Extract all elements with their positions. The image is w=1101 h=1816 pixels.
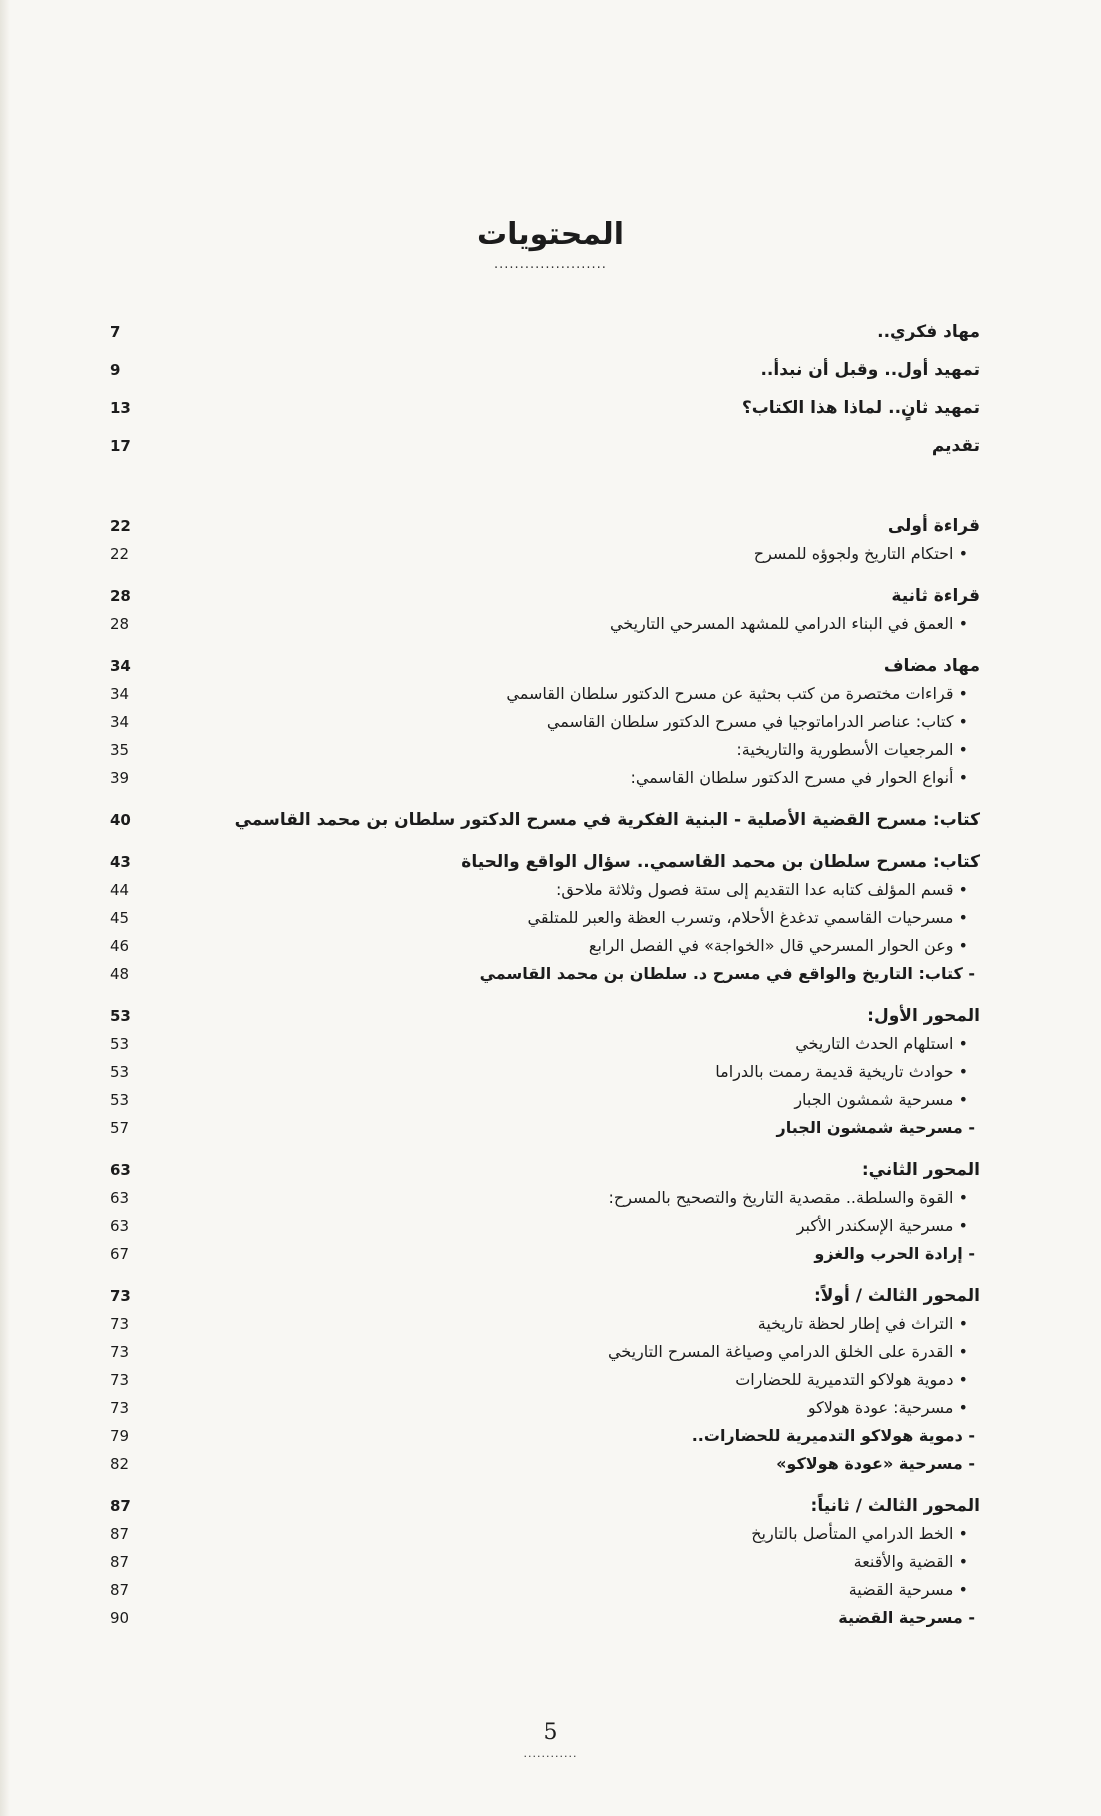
toc-entry-text: • الخط الدرامي المتأصل بالتاريخ: [751, 1524, 968, 1543]
toc-page-number: 53: [110, 1035, 130, 1053]
toc-entry-text: • قسم المؤلف كتابه عدا التقديم إلى ستة فصول وثلاثة ملاحق:: [555, 880, 968, 899]
toc-bullet-item: [110, 1030, 980, 1058]
toc-heading: [110, 806, 980, 834]
title-dotted-rule: ......................: [494, 257, 607, 272]
toc-entry-text: مهاد فكري..: [877, 322, 980, 342]
toc-entry-text: المحور الثالث / أولاً:: [813, 1286, 980, 1306]
toc-entry-text: - مسرحية القضية: [838, 1608, 975, 1627]
toc-entry-text: • مسرحيات القاسمي تدغدغ الأحلام، وتسرب العظة والعبر للمتلقي: [527, 908, 968, 927]
toc-bullet-item: [110, 708, 980, 736]
page-title: المحتويات: [476, 217, 624, 252]
toc-bullet-item: [110, 1212, 980, 1240]
toc-bullet-item: [110, 904, 980, 932]
toc-bullet-item: [110, 1394, 980, 1422]
toc-entry-text: • حوادث تاريخية قديمة رممت بالدراما: [715, 1062, 968, 1081]
toc-heading: [110, 394, 980, 422]
toc-heading: [110, 1282, 980, 1310]
toc-entry-text: قراءة أولى: [887, 516, 980, 536]
toc-page-number: 28: [110, 587, 131, 605]
toc-page-number: 45: [110, 909, 130, 927]
toc-page-number: 35: [110, 741, 130, 759]
toc-bullet-item: [110, 1520, 980, 1548]
toc-heading: [110, 432, 980, 460]
toc-page-number: 63: [110, 1217, 130, 1235]
toc-dash-item: [110, 1604, 980, 1632]
page-edge-shadow: [0, 0, 10, 1816]
toc-entry-text: مهاد مضاف: [883, 656, 980, 676]
toc-entry-text: • وعن الحوار المسرحي قال «الخواجة» في الفصل الرابع: [588, 936, 968, 955]
toc-heading: [110, 356, 980, 384]
toc-page-number: 87: [110, 1497, 131, 1515]
toc-bullet-item: [110, 1576, 980, 1604]
toc-page-number: 22: [110, 517, 131, 535]
toc-entry-text: • مسرحية القضية: [848, 1580, 968, 1599]
toc-bullet-item: [110, 1058, 980, 1086]
toc-page-number: 73: [110, 1399, 130, 1417]
toc-bullet-item: [110, 680, 980, 708]
toc-page-number: 22: [110, 545, 130, 563]
toc-entry-text: • قراءات مختصرة من كتب بحثية عن مسرح الدكتور سلطان القاسمي: [506, 684, 968, 703]
toc-page-number: 87: [110, 1525, 130, 1543]
toc-page-number: 57: [110, 1119, 130, 1137]
toc-page-number: 34: [110, 685, 130, 703]
toc-page-number: 34: [110, 713, 130, 731]
toc-entry-text: المحور الثاني:: [861, 1160, 980, 1180]
toc-page-number: 63: [110, 1189, 130, 1207]
toc-dash-item: [110, 1422, 980, 1450]
toc-entry-text: • دموية هولاكو التدميرية للحضارات: [735, 1370, 968, 1389]
toc-page-number: 9: [110, 361, 121, 379]
toc-page-number: 53: [110, 1063, 130, 1081]
toc-entry-text: - مسرحية شمشون الجبار: [776, 1118, 975, 1137]
toc-bullet-item: [110, 736, 980, 764]
toc-page-number: 87: [110, 1553, 130, 1571]
toc-entry-text: • كتاب: عناصر الدراماتوجيا في مسرح الدكتور سلطان القاسمي: [546, 712, 968, 731]
toc-page-number: 73: [110, 1371, 130, 1389]
toc-entry-text: - مسرحية «عودة هولاكو»: [776, 1454, 975, 1473]
toc-page-number: 39: [110, 769, 130, 787]
toc-page-number: 90: [110, 1609, 130, 1627]
toc-entry-text: • احتكام التاريخ ولجوؤه للمسرح: [753, 544, 968, 563]
toc-list: [110, 318, 980, 1632]
toc-page-number: 28: [110, 615, 130, 633]
toc-bullet-item: [110, 932, 980, 960]
toc-heading: [110, 1156, 980, 1184]
toc-heading: [110, 512, 980, 540]
toc-bullet-item: [110, 764, 980, 792]
toc-entry-text: • التراث في إطار لحظة تاريخية: [757, 1314, 968, 1333]
toc-entry-text: - إرادة الحرب والغزو: [814, 1244, 975, 1263]
toc-entry-text: تمهيد أول.. وقبل أن نبدأ..: [760, 360, 980, 380]
toc-entry-text: • القدرة على الخلق الدرامي وصياغة المسرح التاريخي: [607, 1342, 968, 1361]
toc-entry-text: • القضية والأقنعة: [853, 1552, 968, 1571]
toc-entry-text: • القوة والسلطة.. مقصدية التاريخ والتصحيح بالمسرح:: [608, 1188, 968, 1207]
toc-dash-item: [110, 1450, 980, 1478]
toc-heading: [110, 582, 980, 610]
toc-page-number: 13: [110, 399, 131, 417]
toc-bullet-item: [110, 540, 980, 568]
toc-bullet-item: [110, 1184, 980, 1212]
toc-entry-text: • أنواع الحوار في مسرح الدكتور سلطان القاسمي:: [630, 768, 968, 787]
page-number: 5: [543, 1720, 558, 1745]
page-number-dotted-rule: ............: [523, 1747, 578, 1760]
toc-entry-text: • استلهام الحدث التاريخي: [795, 1034, 968, 1053]
toc-bullet-item: [110, 1338, 980, 1366]
toc-page-number: 73: [110, 1315, 130, 1333]
toc-entry-text: تقديم: [931, 436, 980, 456]
toc-entry-text: - كتاب: التاريخ والواقع في مسرح د. سلطان بن محمد القاسمي: [479, 964, 975, 983]
toc-page-number: 87: [110, 1581, 130, 1599]
toc-heading: [110, 848, 980, 876]
toc-page-number: 73: [110, 1287, 131, 1305]
toc-bullet-item: [110, 610, 980, 638]
toc-dash-item: [110, 1114, 980, 1142]
toc-page-number: 43: [110, 853, 131, 871]
toc-page-number: 73: [110, 1343, 130, 1361]
toc-bullet-item: [110, 1366, 980, 1394]
toc-entry-text: المحور الأول:: [867, 1006, 980, 1026]
toc-entry-text: كتاب: مسرح سلطان بن محمد القاسمي.. سؤال الواقع والحياة: [461, 852, 980, 872]
toc-page-number: 67: [110, 1245, 130, 1263]
toc-page-number: 44: [110, 881, 130, 899]
toc-entry-text: • مسرحية شمشون الجبار: [794, 1090, 968, 1109]
toc-page-number: 17: [110, 437, 131, 455]
toc-bullet-item: [110, 1548, 980, 1576]
toc-page-number: 63: [110, 1161, 131, 1179]
toc-entry-text: المحور الثالث / ثانياً:: [810, 1496, 980, 1516]
toc-page-number: 79: [110, 1427, 130, 1445]
toc-page-number: 53: [110, 1091, 130, 1109]
toc-page-number: 40: [110, 811, 131, 829]
toc-entry-text: قراءة ثانية: [891, 586, 980, 606]
toc-heading: [110, 1002, 980, 1030]
toc-bullet-item: [110, 1310, 980, 1338]
toc-bullet-item: [110, 876, 980, 904]
toc-entry-text: - دموية هولاكو التدميرية للحضارات..: [691, 1426, 975, 1445]
toc-entry-text: كتاب: مسرح القضية الأصلية - البنية الفكرية في مسرح الدكتور سلطان بن محمد القاسمي: [234, 810, 980, 830]
toc-page-number: 48: [110, 965, 130, 983]
toc-bullet-item: [110, 1086, 980, 1114]
toc-entry-text: • مسرحية الإسكندر الأكبر: [796, 1216, 968, 1235]
toc-heading: [110, 318, 980, 346]
toc-page-number: 53: [110, 1007, 131, 1025]
toc-page-number: 34: [110, 657, 131, 675]
toc-entry-text: • العمق في البناء الدرامي للمشهد المسرحي التاريخي: [609, 614, 968, 633]
toc-entry-text: • مسرحية: عودة هولاكو: [807, 1398, 968, 1417]
toc-page-number: 46: [110, 937, 130, 955]
toc-dash-item: [110, 1240, 980, 1268]
toc-heading: [110, 652, 980, 680]
toc-heading: [110, 1492, 980, 1520]
toc-page-number: 82: [110, 1455, 130, 1473]
toc-entry-text: • المرجعيات الأسطورية والتاريخية:: [736, 740, 968, 759]
toc-dash-item: [110, 960, 980, 988]
toc-page-number: 7: [110, 323, 121, 341]
toc-entry-text: تمهيد ثانٍ.. لماذا هذا الكتاب؟: [741, 398, 980, 418]
